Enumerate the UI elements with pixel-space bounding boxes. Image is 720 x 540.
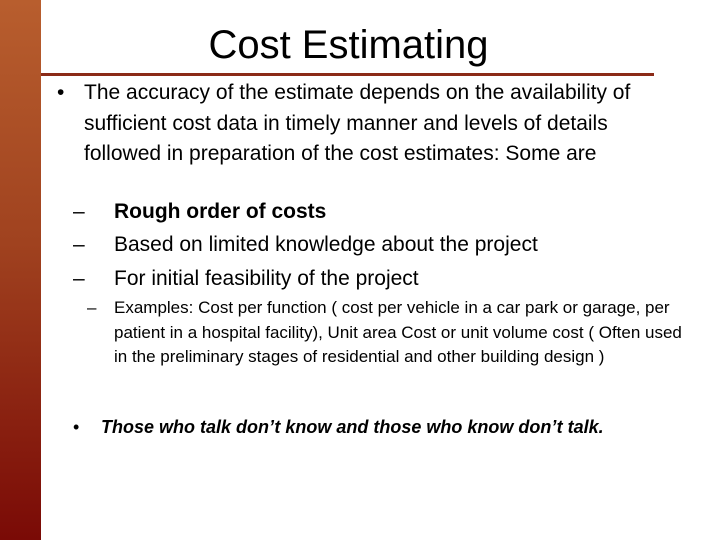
dash-icon: – — [73, 233, 85, 256]
sub-item-text: For initial feasibility of the project — [114, 267, 419, 290]
quote-text: Those who talk don’t know and those who know don’t talk. — [101, 417, 604, 437]
sub-item-text: Based on limited knowledge about the project — [114, 233, 538, 256]
dash-icon: – — [73, 267, 85, 290]
dash-icon: – — [73, 200, 85, 223]
accent-side-bar — [0, 0, 41, 540]
bullet-icon: • — [57, 81, 65, 104]
examples-text: Examples: Cost per function ( cost per vehicle in a car park or garage, per patient in a hospital facility), Unit area Cost or unit volume cost ( Often used in the preliminary stages of residential and other building design ) — [114, 298, 682, 366]
dash-icon: – — [87, 298, 97, 317]
main-bullet-text: The accuracy of the estimate depends on the availability of sufficient cost data in timely manner and levels of details followed in preparation of the cost estimates: Some are — [84, 81, 631, 165]
sub-item-text: Rough order of costs — [114, 200, 327, 223]
title-divider — [41, 73, 654, 76]
bullet-icon: • — [73, 417, 80, 437]
slide-title: Cost Estimating — [208, 23, 489, 67]
